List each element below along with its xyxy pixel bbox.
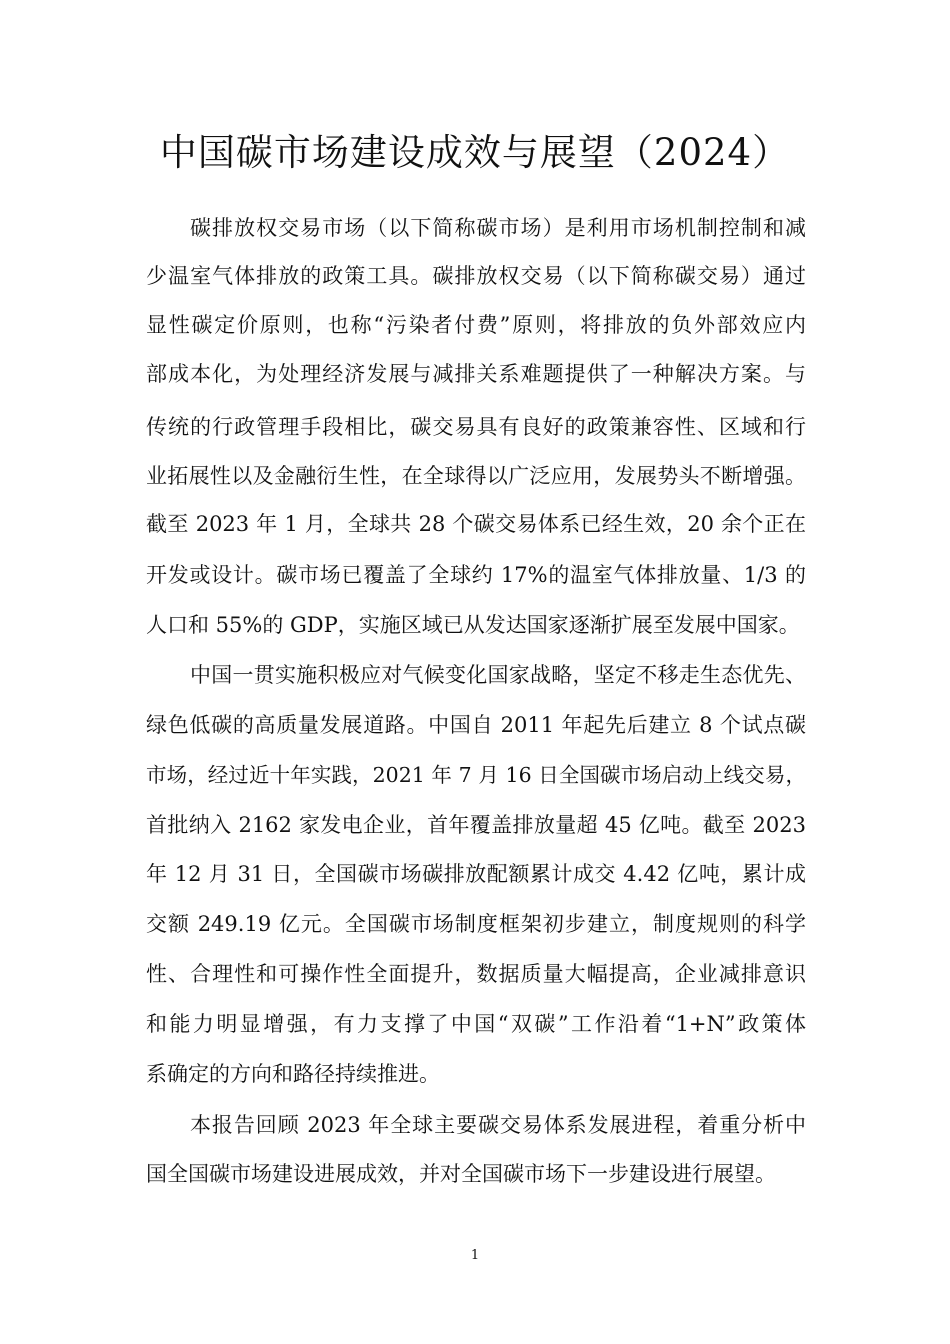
paragraph-1-line-3: 显性碳定价原则，也称“污染者付费”原则，将排放的负外部效应内 — [146, 313, 806, 337]
paragraph-3-line-2: 国全国碳市场建设进展成效，并对全国碳市场下一步建设进行展望。 — [146, 1162, 776, 1186]
paragraph-2-line-5: 年 12 月 31 日，全国碳市场碳排放配额累计成交 4.42 亿吨，累计成 — [146, 862, 806, 886]
paragraph-3-line-1: 本报告回顾 2023 年全球主要碳交易体系发展进程，着重分析中 — [190, 1113, 806, 1137]
paragraph-1-line-7: 截至 2023 年 1 月，全球共 28 个碳交易体系已经生效，20 余个正在 — [146, 512, 806, 536]
paragraph-2-line-3: 市场，经过近十年实践，2021 年 7 月 16 日全国碳市场启动上线交易， — [146, 763, 806, 787]
paragraph-1-line-5: 传统的行政管理手段相比，碳交易具有良好的政策兼容性、区域和行 — [146, 415, 806, 439]
paragraph-2-line-4: 首批纳入 2162 家发电企业，首年覆盖排放量超 45 亿吨。截至 2023 — [146, 813, 806, 837]
paragraph-1-line-4: 部成本化，为处理经济发展与减排关系难题提供了一种解决方案。与 — [146, 362, 806, 386]
paragraph-1-line-2: 少温室气体排放的政策工具。碳排放权交易（以下简称碳交易）通过 — [146, 264, 806, 288]
paragraph-2-line-9: 系确定的方向和路径持续推进。 — [146, 1062, 440, 1086]
paragraph-2-line-7: 性、合理性和可操作性全面提升，数据质量大幅提高，企业减排意识 — [146, 962, 806, 986]
paragraph-1-line-8: 开发或设计。碳市场已覆盖了全球约 17%的温室气体排放量、1/3 的 — [146, 563, 806, 587]
paragraph-1-line-9: 人口和 55%的 GDP，实施区域已从发达国家逐渐扩展至发展中国家。 — [146, 613, 800, 637]
paragraph-2-line-1: 中国一贯实施积极应对气候变化国家战略，坚定不移走生态优先、 — [190, 663, 806, 687]
document-title: 中国碳市场建设成效与展望（2024） — [159, 131, 791, 174]
paragraph-1-line-1: 碳排放权交易市场（以下简称碳市场）是利用市场机制控制和减 — [190, 216, 806, 240]
paragraph-2-line-8: 和能力明显增强，有力支撑了中国“双碳”工作沿着“1+N”政策体 — [146, 1012, 806, 1036]
paragraph-1-line-6: 业拓展性以及金融衍生性，在全球得以广泛应用，发展势头不断增强。 — [146, 464, 806, 488]
page-number: 1 — [470, 1248, 480, 1263]
paragraph-2-line-2: 绿色低碳的高质量发展道路。中国自 2011 年起先后建立 8 个试点碳 — [146, 713, 806, 737]
paragraph-2-line-6: 交额 249.19 亿元。全国碳市场制度框架初步建立，制度规则的科学 — [146, 912, 806, 936]
